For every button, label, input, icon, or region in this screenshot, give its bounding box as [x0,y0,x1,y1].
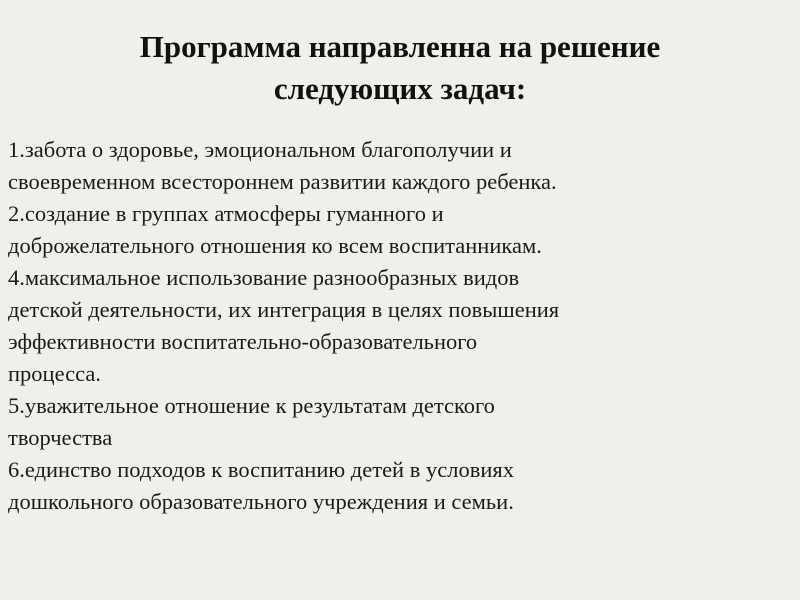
task-line: процесса. [8,361,101,386]
task-text: единство подходов к воспитанию детей в условиях [24,457,514,482]
title-line-2: следующих задач: [273,71,527,106]
task-number: 5. [8,393,25,418]
task-item-4 [8,262,792,390]
task-text: создание в группах атмосферы гуманного и [24,201,444,226]
task-line [8,198,792,230]
task-text: максимальное использование разнообразных видов [24,265,520,290]
task-line: творчества [8,425,113,450]
task-line [8,262,792,294]
task-line: доброжелательного отношения ко всем воспитанникам. [8,233,542,258]
task-item-2 [8,198,792,262]
task-item-5 [8,390,792,454]
task-item-1 [8,134,792,198]
task-number: 4. [8,265,25,290]
task-number: 2. [8,201,25,226]
task-line: детской деятельности, их интеграция в целях повышения [8,297,560,322]
task-line: своевременном всестороннем развитии каждого ребенка. [8,169,557,194]
task-line: эффективности воспитательно-образовательного [8,329,478,354]
task-line [8,134,792,166]
slide-title [40,26,760,110]
task-item-6 [8,454,792,518]
task-text: уважительное отношение к результатам детского [24,393,495,418]
task-number: 1. [8,137,25,162]
task-number: 6. [8,457,25,482]
title-line-1: Программа направленна на решение [139,29,661,64]
task-list [8,134,792,518]
task-line: дошкольного образовательного учреждения и семьи. [8,489,514,514]
task-line [8,390,792,422]
task-text: забота о здоровье, эмоциональном благополучии и [24,137,512,162]
task-line [8,454,792,486]
